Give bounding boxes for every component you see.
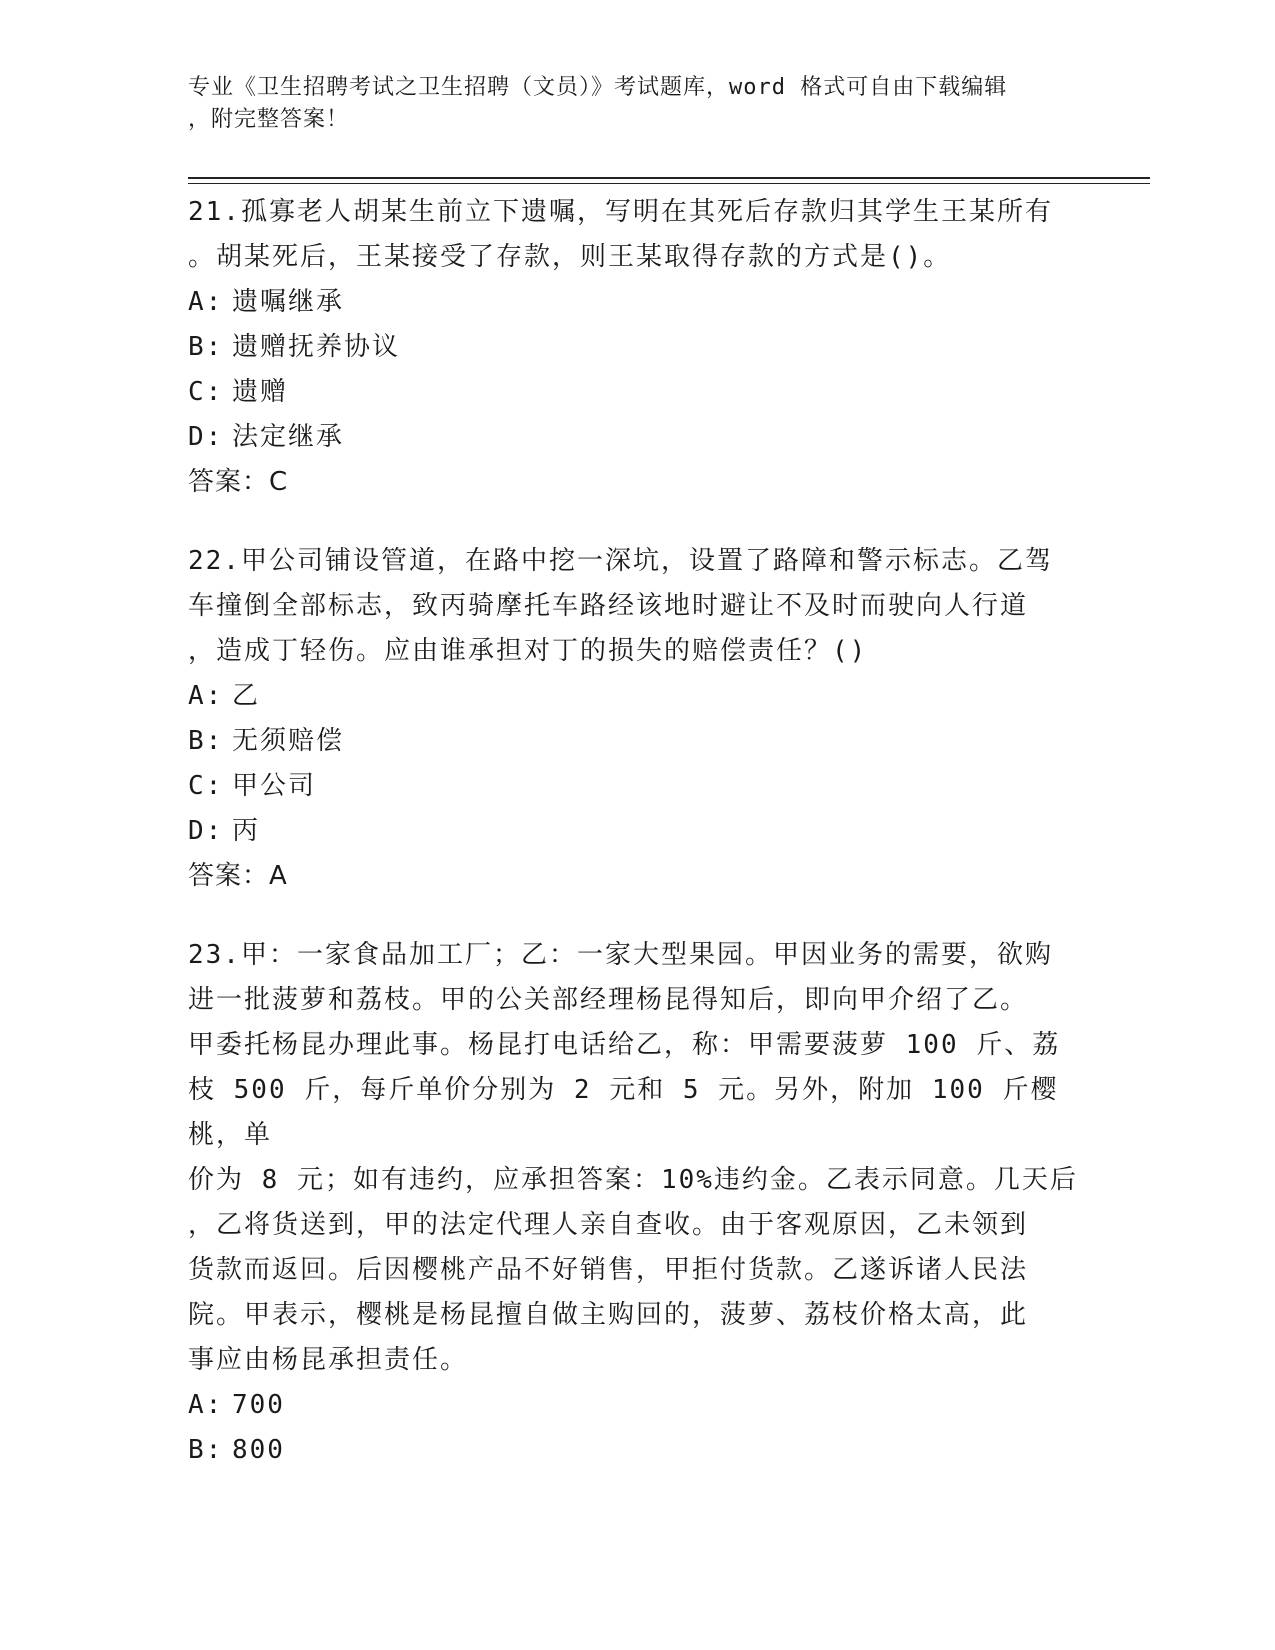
option-key: B: — [188, 1435, 224, 1465]
option-c — [188, 370, 1078, 415]
option-text: 乙 — [232, 681, 261, 711]
option-b — [188, 719, 1078, 764]
answer-line: 答案：C — [188, 467, 289, 497]
document-title-line-2: ，附完整答案！ — [188, 107, 350, 132]
question-stem-line: 车撞倒全部标志，致丙骑摩托车路经该地时避让不及时而驶向人行道 — [188, 591, 1029, 621]
option-text: 遗赠 — [232, 377, 289, 407]
option-a — [188, 1383, 1078, 1428]
question-stem-line: ，乙将货送到，甲的法定代理人亲自查收。由于客观原因，乙未领到 — [188, 1210, 1029, 1240]
option-key: D: — [188, 816, 224, 846]
option-text: 法定继承 — [232, 422, 345, 452]
question-23 — [188, 933, 1078, 1473]
answer-line: 答案：A — [188, 861, 288, 891]
document-title — [188, 72, 1068, 136]
option-d — [188, 415, 1078, 460]
option-text: 丙 — [232, 816, 261, 846]
option-text: 800 — [232, 1435, 285, 1465]
question-number: 22. — [188, 546, 241, 576]
option-key: C: — [188, 771, 224, 801]
question-22 — [188, 539, 1078, 899]
header-divider-thick — [188, 177, 1150, 179]
option-b — [188, 1428, 1078, 1473]
option-text: 无须赔偿 — [232, 726, 345, 756]
option-a — [188, 674, 1078, 719]
question-list — [188, 190, 1078, 1507]
option-key: C: — [188, 377, 224, 407]
question-stem-line: 事应由杨昆承担责任。 — [188, 1345, 469, 1375]
question-stem-line: 枝 500 斤，每斤单价分别为 2 元和 5 元。另外，附加 100 斤樱桃，单 — [188, 1075, 1059, 1150]
option-key: B: — [188, 726, 224, 756]
option-b — [188, 325, 1078, 370]
question-stem-line: 进一批菠萝和荔枝。甲的公关部经理杨昆得知后，即向甲介绍了乙。 — [188, 985, 1029, 1015]
question-stem — [188, 933, 1078, 1383]
question-number: 23. — [188, 940, 241, 970]
option-d — [188, 809, 1078, 854]
option-c — [188, 764, 1078, 809]
option-text: 甲公司 — [232, 771, 317, 801]
question-stem-line: 甲：一家食品加工厂；乙：一家大型果园。甲因业务的需要，欲购 — [240, 940, 1053, 970]
option-key: B: — [188, 332, 224, 362]
question-stem — [188, 190, 1078, 280]
question-stem-line: 院。甲表示，樱桃是杨昆擅自做主购回的，菠萝、荔枝价格太高，此 — [188, 1300, 1029, 1330]
question-stem-line: 甲委托杨昆办理此事。杨昆打电话给乙，称：甲需要菠萝 100 斤、荔 — [188, 1030, 1061, 1060]
question-stem-line: 价为 8 元；如有违约，应承担答案：10%违约金。乙表示同意。几天后 — [188, 1165, 1078, 1195]
question-stem-line: 甲公司铺设管道，在路中挖一深坑，设置了路障和警示标志。乙驾 — [240, 546, 1053, 576]
option-a — [188, 280, 1078, 325]
question-number: 21. — [188, 197, 241, 227]
question-stem-line: 。胡某死后，王某接受了存款，则王某取得存款的方式是()。 — [188, 242, 952, 272]
question-stem-line: ，造成丁轻伤。应由谁承担对丁的损失的赔偿责任？() — [188, 636, 868, 666]
option-key: A: — [188, 287, 224, 317]
option-key: A: — [188, 1390, 224, 1420]
header-divider-thin — [188, 183, 1150, 184]
document-title-line-1: 专业《卫生招聘考试之卫生招聘（文员）》考试题库，word 格式可自由下载编辑 — [188, 75, 1008, 100]
document-header — [188, 72, 1148, 136]
option-key: A: — [188, 681, 224, 711]
question-stem-line: 货款而返回。后因樱桃产品不好销售，甲拒付货款。乙遂诉诸人民法 — [188, 1255, 1029, 1285]
option-text: 遗嘱继承 — [232, 287, 345, 317]
question-stem-line: 孤寡老人胡某生前立下遗嘱，写明在其死后存款归其学生王某所有 — [240, 197, 1053, 227]
option-text: 700 — [232, 1390, 285, 1420]
question-stem — [188, 539, 1078, 674]
question-21 — [188, 190, 1078, 505]
option-key: D: — [188, 422, 224, 452]
option-text: 遗赠抚养协议 — [232, 332, 401, 362]
